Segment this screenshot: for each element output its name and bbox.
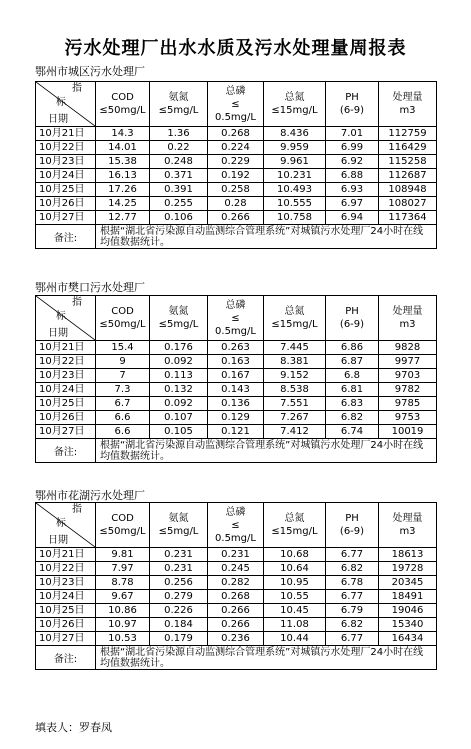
cod-cell: 12.77 xyxy=(96,211,150,225)
cod-limit: ≤50mg/L xyxy=(99,105,146,116)
date-cell: 10月25日 xyxy=(36,397,96,411)
volume-header xyxy=(379,296,437,341)
nitrogen-cell: 7.412 xyxy=(264,425,326,439)
nitrogen-cell: 8.381 xyxy=(264,355,326,369)
table-row xyxy=(36,562,437,576)
phosphorus-limit: 0.5mg/L xyxy=(215,532,256,544)
table-row xyxy=(36,211,437,225)
cod-title: COD xyxy=(111,306,134,317)
date-cell: 10月22日 xyxy=(36,562,96,576)
nitrogen-limit: ≤15mg/L xyxy=(271,526,318,537)
phosphorus-title: 总磷 xyxy=(225,85,246,97)
volume-cell: 9785 xyxy=(379,397,437,411)
water-quality-table xyxy=(35,295,437,463)
phosphorus-cell: 0.258 xyxy=(208,183,264,197)
ph-range: (6-9) xyxy=(339,105,365,116)
cod-cell: 15.4 xyxy=(96,341,150,355)
cod-cell: 14.25 xyxy=(96,197,150,211)
volume-cell: 115258 xyxy=(379,155,437,169)
cod-cell: 9.67 xyxy=(96,590,150,604)
corner-label-bottom: 日期 xyxy=(48,328,68,339)
cod-limit: ≤50mg/L xyxy=(99,319,146,330)
volume-cell: 112759 xyxy=(379,127,437,141)
table-row xyxy=(36,632,437,646)
nitrogen-cell: 9.959 xyxy=(264,141,326,155)
nitrogen-cell: 11.08 xyxy=(264,618,326,632)
volume-cell: 112687 xyxy=(379,169,437,183)
phosphorus-header xyxy=(208,82,264,127)
corner-label-top: 指 xyxy=(72,504,82,515)
table-row xyxy=(36,127,437,141)
ammonia-cell: 0.107 xyxy=(150,411,208,425)
plant-name: 鄂州市花湖污水处理厂 xyxy=(35,489,145,502)
nitrogen-header xyxy=(264,82,326,127)
phosphorus-header xyxy=(208,503,264,548)
cod-limit: ≤50mg/L xyxy=(99,526,146,537)
date-cell: 10月24日 xyxy=(36,383,96,397)
ph-cell: 6.8 xyxy=(326,369,379,383)
table-row xyxy=(36,383,437,397)
note-label: 备注: xyxy=(36,439,96,463)
ph-header xyxy=(326,82,379,127)
ammonia-header xyxy=(150,503,208,548)
nitrogen-cell: 10.95 xyxy=(264,576,326,590)
nitrogen-cell: 10.493 xyxy=(264,183,326,197)
phosphorus-cell: 0.143 xyxy=(208,383,264,397)
volume-cell: 9977 xyxy=(379,355,437,369)
ph-cell: 6.92 xyxy=(326,155,379,169)
phosphorus-cell: 0.28 xyxy=(208,197,264,211)
table-row xyxy=(36,155,437,169)
volume-title: 处理量 xyxy=(392,92,423,103)
date-cell: 10月24日 xyxy=(36,590,96,604)
cod-header xyxy=(96,503,150,548)
ph-cell: 6.88 xyxy=(326,169,379,183)
ph-cell: 6.77 xyxy=(326,548,379,562)
cod-cell: 6.7 xyxy=(96,397,150,411)
phosphorus-cell: 0.263 xyxy=(208,341,264,355)
table-row xyxy=(36,169,437,183)
corner-label-top: 指 xyxy=(72,83,82,94)
ammonia-cell: 0.105 xyxy=(150,425,208,439)
nitrogen-header xyxy=(264,503,326,548)
ammonia-cell: 0.279 xyxy=(150,590,208,604)
date-cell: 10月27日 xyxy=(36,425,96,439)
note-text: 根据“湖北省污染源自动监测综合管理系统”对城镇污水处理厂24小时在线均值数据统计。 xyxy=(96,646,437,670)
phosphorus-cell: 0.245 xyxy=(208,562,264,576)
ammonia-cell: 0.256 xyxy=(150,576,208,590)
date-cell: 10月26日 xyxy=(36,411,96,425)
nitrogen-cell: 10.44 xyxy=(264,632,326,646)
ph-cell: 6.97 xyxy=(326,197,379,211)
table-row xyxy=(36,341,437,355)
volume-cell: 19046 xyxy=(379,604,437,618)
cod-cell: 10.97 xyxy=(96,618,150,632)
volume-cell: 9703 xyxy=(379,369,437,383)
phosphorus-cell: 0.229 xyxy=(208,155,264,169)
ph-cell: 6.82 xyxy=(326,411,379,425)
phosphorus-cell: 0.266 xyxy=(208,604,264,618)
ph-cell: 6.82 xyxy=(326,562,379,576)
cod-cell: 6.6 xyxy=(96,425,150,439)
cod-cell: 6.6 xyxy=(96,411,150,425)
ammonia-cell: 0.132 xyxy=(150,383,208,397)
phosphorus-limit: 0.5mg/L xyxy=(215,111,256,123)
phosphorus-cell: 0.192 xyxy=(208,169,264,183)
cod-cell: 7.97 xyxy=(96,562,150,576)
table-row xyxy=(36,411,437,425)
phosphorus-cell: 0.236 xyxy=(208,632,264,646)
header-row xyxy=(36,296,437,341)
ammonia-cell: 0.179 xyxy=(150,632,208,646)
ph-cell: 6.87 xyxy=(326,355,379,369)
ammonia-title: 氨氮 xyxy=(168,92,189,103)
ammonia-header xyxy=(150,296,208,341)
date-cell: 10月23日 xyxy=(36,576,96,590)
nitrogen-cell: 9.961 xyxy=(264,155,326,169)
ph-range: (6-9) xyxy=(339,526,365,537)
ph-cell: 6.78 xyxy=(326,576,379,590)
volume-cell: 9782 xyxy=(379,383,437,397)
date-cell: 10月23日 xyxy=(36,369,96,383)
volume-cell: 10019 xyxy=(379,425,437,439)
ammonia-cell: 0.391 xyxy=(150,183,208,197)
nitrogen-cell: 7.551 xyxy=(264,397,326,411)
nitrogen-cell: 10.55 xyxy=(264,590,326,604)
corner-label-mid: 标 xyxy=(56,518,66,529)
phosphorus-le: ≤ xyxy=(231,98,240,110)
table-row xyxy=(36,197,437,211)
ph-cell: 6.99 xyxy=(326,141,379,155)
date-cell: 10月26日 xyxy=(36,197,96,211)
ph-cell: 6.83 xyxy=(326,397,379,411)
table-row xyxy=(36,397,437,411)
corner-cell xyxy=(36,503,96,548)
phosphorus-cell: 0.282 xyxy=(208,576,264,590)
cod-cell: 14.01 xyxy=(96,141,150,155)
corner-label-bottom: 日期 xyxy=(48,114,68,125)
volume-cell: 9753 xyxy=(379,411,437,425)
nitrogen-header xyxy=(264,296,326,341)
ph-cell: 6.82 xyxy=(326,618,379,632)
ammonia-title: 氨氮 xyxy=(168,306,189,317)
phosphorus-cell: 0.129 xyxy=(208,411,264,425)
ammonia-limit: ≤5mg/L xyxy=(158,319,199,330)
ammonia-cell: 0.248 xyxy=(150,155,208,169)
ph-cell: 6.94 xyxy=(326,211,379,225)
note-row xyxy=(36,646,437,670)
ammonia-cell: 0.176 xyxy=(150,341,208,355)
note-text: 根据“湖北省污染源自动监测综合管理系统”对城镇污水处理厂24小时在线均值数据统计。 xyxy=(96,225,437,249)
cod-cell: 17.26 xyxy=(96,183,150,197)
volume-cell: 18491 xyxy=(379,590,437,604)
nitrogen-cell: 7.445 xyxy=(264,341,326,355)
phosphorus-cell: 0.224 xyxy=(208,141,264,155)
cod-header xyxy=(96,296,150,341)
date-cell: 10月21日 xyxy=(36,548,96,562)
table-row xyxy=(36,355,437,369)
cod-cell: 10.53 xyxy=(96,632,150,646)
nitrogen-limit: ≤15mg/L xyxy=(271,319,318,330)
volume-unit: m3 xyxy=(399,319,416,330)
ph-header xyxy=(326,296,379,341)
nitrogen-cell: 10.555 xyxy=(264,197,326,211)
date-cell: 10月21日 xyxy=(36,341,96,355)
note-row xyxy=(36,225,437,249)
volume-unit: m3 xyxy=(399,105,416,116)
table-row xyxy=(36,548,437,562)
volume-cell: 18613 xyxy=(379,548,437,562)
nitrogen-title: 总氮 xyxy=(284,92,305,103)
date-cell: 10月21日 xyxy=(36,127,96,141)
plant-name: 鄂州市樊口污水处理厂 xyxy=(35,281,145,294)
water-quality-table xyxy=(35,502,437,670)
ammonia-cell: 0.113 xyxy=(150,369,208,383)
nitrogen-limit: ≤15mg/L xyxy=(271,105,318,116)
ammonia-cell: 0.22 xyxy=(150,141,208,155)
ph-title: PH xyxy=(345,513,359,524)
nitrogen-cell: 10.758 xyxy=(264,211,326,225)
filler-label: 填表人：罗春凤 xyxy=(35,721,112,734)
cod-cell: 16.13 xyxy=(96,169,150,183)
date-cell: 10月24日 xyxy=(36,169,96,183)
ammonia-cell: 0.106 xyxy=(150,211,208,225)
table-row xyxy=(36,369,437,383)
date-cell: 10月27日 xyxy=(36,632,96,646)
ammonia-cell: 0.231 xyxy=(150,548,208,562)
ammonia-limit: ≤5mg/L xyxy=(158,526,199,537)
nitrogen-cell: 8.538 xyxy=(264,383,326,397)
ammonia-cell: 0.231 xyxy=(150,562,208,576)
table-row xyxy=(36,141,437,155)
plant-name: 鄂州市城区污水处理厂 xyxy=(35,65,145,78)
phosphorus-le: ≤ xyxy=(231,312,240,324)
volume-cell: 108948 xyxy=(379,183,437,197)
cod-cell: 7.3 xyxy=(96,383,150,397)
table-row xyxy=(36,183,437,197)
volume-title: 处理量 xyxy=(392,513,423,524)
corner-label-mid: 标 xyxy=(56,97,66,108)
nitrogen-title: 总氮 xyxy=(284,513,305,524)
phosphorus-cell: 0.268 xyxy=(208,127,264,141)
date-cell: 10月25日 xyxy=(36,183,96,197)
ph-cell: 6.81 xyxy=(326,383,379,397)
phosphorus-cell: 0.268 xyxy=(208,590,264,604)
ammonia-cell: 0.371 xyxy=(150,169,208,183)
table-row xyxy=(36,590,437,604)
phosphorus-header xyxy=(208,296,264,341)
phosphorus-cell: 0.121 xyxy=(208,425,264,439)
ph-cell: 7.01 xyxy=(326,127,379,141)
ammonia-cell: 0.092 xyxy=(150,355,208,369)
nitrogen-cell: 8.436 xyxy=(264,127,326,141)
cod-title: COD xyxy=(111,92,134,103)
volume-cell: 116429 xyxy=(379,141,437,155)
nitrogen-cell: 10.45 xyxy=(264,604,326,618)
ph-cell: 6.77 xyxy=(326,632,379,646)
phosphorus-cell: 0.167 xyxy=(208,369,264,383)
corner-label-top: 指 xyxy=(72,297,82,308)
cod-cell: 7 xyxy=(96,369,150,383)
volume-cell: 16434 xyxy=(379,632,437,646)
cod-cell: 14.3 xyxy=(96,127,150,141)
date-cell: 10月22日 xyxy=(36,141,96,155)
note-row xyxy=(36,439,437,463)
ph-range: (6-9) xyxy=(339,319,365,330)
ph-cell: 6.93 xyxy=(326,183,379,197)
corner-cell xyxy=(36,82,96,127)
ammonia-cell: 0.184 xyxy=(150,618,208,632)
table-row xyxy=(36,425,437,439)
nitrogen-cell: 10.231 xyxy=(264,169,326,183)
date-cell: 10月23日 xyxy=(36,155,96,169)
cod-cell: 9.81 xyxy=(96,548,150,562)
phosphorus-cell: 0.163 xyxy=(208,355,264,369)
volume-title: 处理量 xyxy=(392,306,423,317)
nitrogen-title: 总氮 xyxy=(284,306,305,317)
volume-header xyxy=(379,82,437,127)
volume-cell: 19728 xyxy=(379,562,437,576)
phosphorus-cell: 0.136 xyxy=(208,397,264,411)
ph-title: PH xyxy=(345,92,359,103)
nitrogen-cell: 10.68 xyxy=(264,548,326,562)
water-quality-table xyxy=(35,81,437,249)
note-text: 根据“湖北省污染源自动监测综合管理系统”对城镇污水处理厂24小时在线均值数据统计。 xyxy=(96,439,437,463)
volume-cell: 9828 xyxy=(379,341,437,355)
table-row xyxy=(36,604,437,618)
phosphorus-title: 总磷 xyxy=(225,299,246,311)
note-label: 备注: xyxy=(36,225,96,249)
phosphorus-cell: 0.266 xyxy=(208,618,264,632)
table-row xyxy=(36,576,437,590)
date-cell: 10月26日 xyxy=(36,618,96,632)
cod-cell: 8.78 xyxy=(96,576,150,590)
corner-label-bottom: 日期 xyxy=(48,535,68,546)
cod-cell: 9 xyxy=(96,355,150,369)
date-cell: 10月22日 xyxy=(36,355,96,369)
date-cell: 10月25日 xyxy=(36,604,96,618)
ph-header xyxy=(326,503,379,548)
ph-cell: 6.86 xyxy=(326,341,379,355)
ph-cell: 6.74 xyxy=(326,425,379,439)
nitrogen-cell: 7.267 xyxy=(264,411,326,425)
phosphorus-le: ≤ xyxy=(231,519,240,531)
ammonia-limit: ≤5mg/L xyxy=(158,105,199,116)
ammonia-cell: 1.36 xyxy=(150,127,208,141)
volume-cell: 108027 xyxy=(379,197,437,211)
ammonia-header xyxy=(150,82,208,127)
phosphorus-cell: 0.266 xyxy=(208,211,264,225)
volume-cell: 15340 xyxy=(379,618,437,632)
volume-cell: 117364 xyxy=(379,211,437,225)
header-row xyxy=(36,82,437,127)
note-label: 备注: xyxy=(36,646,96,670)
volume-unit: m3 xyxy=(399,526,416,537)
phosphorus-cell: 0.231 xyxy=(208,548,264,562)
ammonia-title: 氨氮 xyxy=(168,513,189,524)
header-row xyxy=(36,503,437,548)
cod-title: COD xyxy=(111,513,134,524)
volume-header xyxy=(379,503,437,548)
ammonia-cell: 0.255 xyxy=(150,197,208,211)
ph-cell: 6.79 xyxy=(326,604,379,618)
ammonia-cell: 0.226 xyxy=(150,604,208,618)
corner-cell xyxy=(36,296,96,341)
cod-cell: 15.38 xyxy=(96,155,150,169)
corner-label-mid: 标 xyxy=(56,311,66,322)
nitrogen-cell: 9.152 xyxy=(264,369,326,383)
nitrogen-cell: 10.64 xyxy=(264,562,326,576)
report-title: 污水处理厂出水水质及污水处理量周报表 xyxy=(64,38,407,59)
date-cell: 10月27日 xyxy=(36,211,96,225)
table-row xyxy=(36,618,437,632)
cod-header xyxy=(96,82,150,127)
ph-title: PH xyxy=(345,306,359,317)
cod-cell: 10.86 xyxy=(96,604,150,618)
volume-cell: 20345 xyxy=(379,576,437,590)
ammonia-cell: 0.092 xyxy=(150,397,208,411)
phosphorus-title: 总磷 xyxy=(225,506,246,518)
ph-cell: 6.77 xyxy=(326,590,379,604)
phosphorus-limit: 0.5mg/L xyxy=(215,325,256,337)
